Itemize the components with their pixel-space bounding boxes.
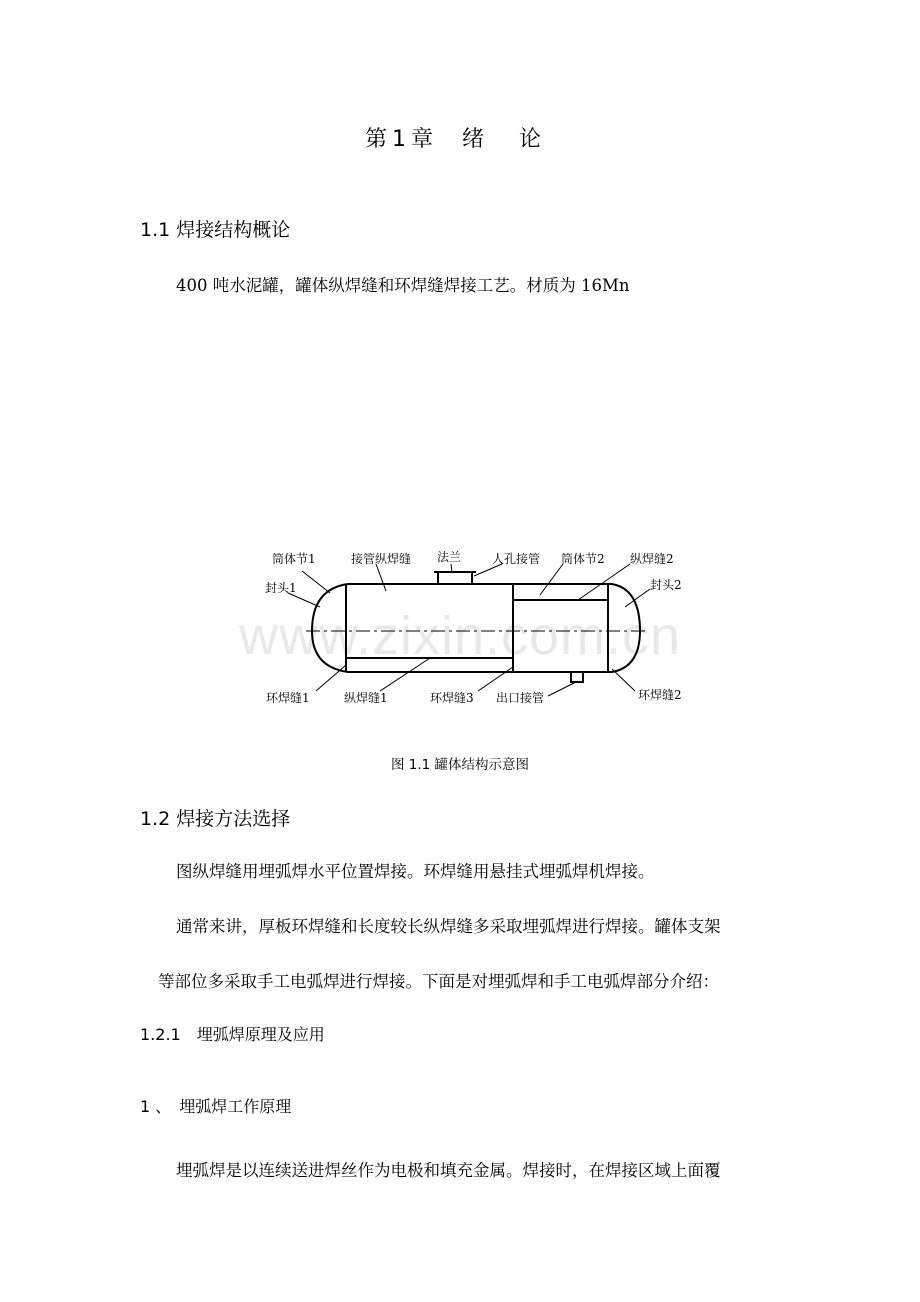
section-1-2-paragraph-2-line-1: 通常来讲，厚板环焊缝和长度较长纵焊缝多采取埋弧焊进行焊接。罐体支架 (176, 917, 721, 936)
section-heading-1-1: 1.1 焊接结构概论 (140, 219, 291, 241)
label-head2: 封头2 (650, 578, 682, 592)
label-long-weld1: 纵焊缝1 (344, 691, 388, 705)
label-circ-weld2: 环焊缝2 (638, 688, 682, 702)
label-shell2: 筒体节2 (561, 552, 605, 566)
section-1-1-paragraph: 400 吨水泥罐，罐体纵焊缝和环焊缝焊接工艺。材质为 16Mn (176, 276, 630, 295)
label-outlet-nozzle: 出口接管 (496, 691, 545, 705)
label-manhole-nozzle: 人孔接管 (492, 552, 541, 566)
chapter-prefix: 第 (364, 127, 388, 152)
label-long-weld2: 纵焊缝2 (630, 552, 674, 566)
item-1-paragraph: 埋弧焊是以连续送进焊丝作为电极和填充金属。焊接时，在焊接区域上面覆 (176, 1161, 721, 1180)
chapter-suffix: 章 (411, 127, 435, 152)
watermark: www.zixin.com.cn (238, 606, 682, 666)
label-circ-weld3: 环焊缝3 (430, 691, 474, 705)
section-1-2-paragraph-1: 图纵焊缝用埋弧焊水平位置焊接。环焊缝用悬挂式埋弧焊机焊接。 (176, 862, 655, 881)
label-nozzle-long-weld: 接管纵焊缝 (351, 552, 412, 566)
label-flange: 法兰 (437, 550, 462, 564)
chapter-title (0, 122, 920, 153)
chapter-number: 1 (392, 127, 407, 152)
section-heading-1-2: 1.2 焊接方法选择 (140, 808, 291, 830)
label-head1: 封头1 (265, 581, 297, 595)
label-shell1: 筒体节1 (272, 552, 316, 566)
chapter-name: 绪 论 (462, 127, 556, 152)
section-1-2-paragraph-2-line-2: 等部位多采取手工电弧焊进行焊接。下面是对埋弧焊和手工电弧焊部分介绍： (158, 972, 719, 991)
label-circ-weld1: 环焊缝1 (266, 691, 310, 705)
figure-caption: 图 1.1 罐体结构示意图 (390, 757, 530, 773)
section-heading-1-2-1: 1.2.1 埋弧焊原理及应用 (140, 1025, 325, 1044)
item-heading-1: 1 、 埋弧焊工作原理 (140, 1097, 292, 1116)
